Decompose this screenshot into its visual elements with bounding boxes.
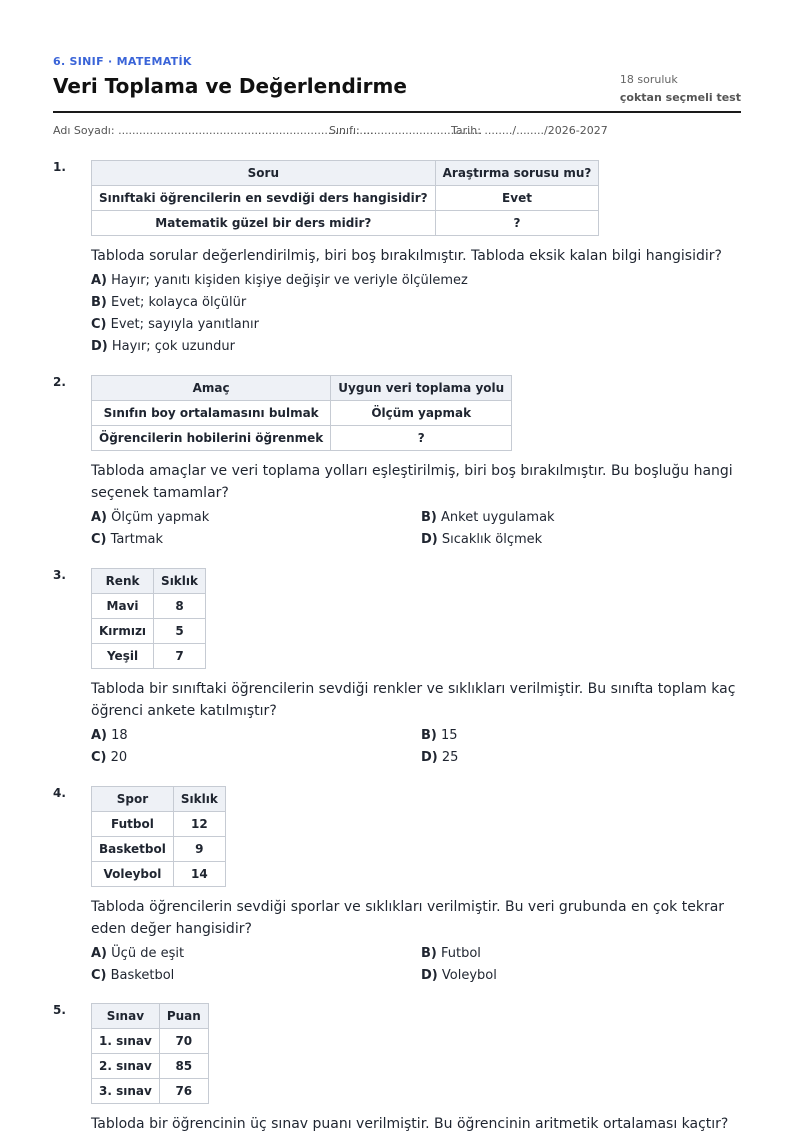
question-number: 1. (53, 160, 66, 174)
option-a[interactable]: A) 18 (91, 728, 128, 743)
table-row (92, 644, 206, 669)
class-field[interactable]: Sınıfı: .................................. (329, 124, 483, 137)
question-table (91, 375, 512, 451)
option-a[interactable]: A) Ölçüm yapmak (91, 510, 210, 525)
table-header: Uygun veri toplama yolu (331, 376, 512, 401)
option-b[interactable]: B) Futbol (421, 946, 481, 961)
header-divider (53, 111, 741, 113)
question-table (91, 568, 206, 669)
table-header: Araştırma sorusu mu? (435, 161, 599, 186)
test-meta (620, 71, 741, 107)
option-b[interactable]: B) Anket uygulamak (421, 510, 555, 525)
table-row (92, 186, 599, 211)
table-cell: Futbol (92, 812, 174, 837)
option-c[interactable]: C) Evet; sayıyla yanıtlanır (91, 317, 259, 332)
option-d[interactable]: D) Sıcaklık ölçmek (421, 532, 543, 547)
table-header: Soru (92, 161, 436, 186)
question-number: 5. (53, 1003, 66, 1017)
option-b[interactable]: B) 15 (421, 728, 458, 743)
table-cell: Matematik güzel bir ders midir? (92, 211, 436, 236)
table-cell: Mavi (92, 594, 154, 619)
table-cell: Voleybol (92, 862, 174, 887)
table-header: Amaç (92, 376, 331, 401)
table-cell: 8 (154, 594, 206, 619)
question-number: 2. (53, 375, 66, 389)
table-cell: Öğrencilerin hobilerini öğrenmek (92, 426, 331, 451)
table-cell: 14 (173, 862, 225, 887)
table-cell: 9 (173, 837, 225, 862)
option-c[interactable]: C) Basketbol (91, 968, 175, 983)
table-cell: Sınıftaki öğrencilerin en sevdiği ders hangisidir? (92, 186, 436, 211)
table-cell: 7 (154, 644, 206, 669)
table-cell: 76 (159, 1079, 208, 1104)
option-c[interactable]: C) 20 (91, 750, 128, 765)
table-row (92, 401, 512, 426)
table-cell: Basketbol (92, 837, 174, 862)
table-cell: 85 (159, 1054, 208, 1079)
table-cell: 70 (159, 1029, 208, 1054)
question-stem: Tabloda sorular değerlendirilmiş, biri boş bırakılmıştır. Tabloda eksik kalan bilgi hangisidir? (91, 248, 722, 264)
name-field[interactable]: Adı Soyadı: ......................................................................... (53, 124, 374, 137)
question-count: 18 soruluk (619, 73, 678, 86)
table-cell: 1. sınav (92, 1029, 160, 1054)
option-d[interactable]: D) 25 (421, 750, 459, 765)
table-row (92, 812, 226, 837)
table-cell: Sınıfın boy ortalamasını bulmak (92, 401, 331, 426)
question-table (91, 1003, 209, 1104)
table-header: Sınav (92, 1004, 160, 1029)
table-header: Sıklık (154, 569, 206, 594)
question-stem: Tabloda bir öğrencinin üç sınav puanı verilmiştir. Bu öğrencinin aritmetik ortalaması kaçtır? (91, 1116, 729, 1132)
table-cell: Kırmızı (92, 619, 154, 644)
table-cell: ? (435, 211, 599, 236)
table-row (92, 1054, 209, 1079)
date-field[interactable]: Tarih: ......../......../2026-2027 (451, 124, 608, 137)
table-row (92, 862, 226, 887)
table-row (92, 837, 226, 862)
table-header: Spor (92, 787, 174, 812)
question-table (91, 160, 599, 236)
table-row (92, 426, 512, 451)
table-row (92, 1079, 209, 1104)
subject-label: 6. SINIF · MATEMATİK (53, 55, 192, 68)
answer-options (91, 270, 743, 358)
table-cell: 12 (173, 812, 225, 837)
table-row (92, 619, 206, 644)
worksheet-header (53, 55, 741, 104)
table-row (92, 594, 206, 619)
question-stem: Tabloda öğrencilerin sevdiği sporlar ve sıklıkları verilmiştir. Bu veri grubunda en çok tekrar eden değer hangisidir? (91, 899, 725, 937)
table-row (92, 1029, 209, 1054)
table-row (92, 211, 599, 236)
option-d[interactable]: D) Voleybol (421, 968, 497, 983)
table-cell: 3. sınav (92, 1079, 160, 1104)
table-cell: Yeşil (92, 644, 154, 669)
option-c[interactable]: C) Tartmak (91, 532, 163, 547)
question-stem: Tabloda bir sınıftaki öğrencilerin sevdiği renkler ve sıklıkları verilmiştir. Bu sınıfta toplam kaç öğrenci ankete katılmıştır? (91, 681, 736, 719)
table-header: Sıklık (173, 787, 225, 812)
table-cell: Ölçüm yapmak (331, 401, 512, 426)
option-d[interactable]: D) Hayır; çok uzundur (91, 339, 235, 354)
option-b[interactable]: B) Evet; kolayca ölçülür (91, 295, 247, 310)
answer-options (91, 725, 743, 769)
table-cell: ? (331, 426, 512, 451)
page-title: Veri Toplama ve Değerlendirme (53, 74, 407, 98)
table-cell: Evet (435, 186, 599, 211)
table-header: Puan (159, 1004, 208, 1029)
table-header: Renk (92, 569, 154, 594)
question-number: 4. (53, 786, 66, 800)
option-a[interactable]: A) Üçü de eşit (91, 946, 185, 961)
question-stem: Tabloda amaçlar ve veri toplama yolları eşleştirilmiş, biri boş bırakılmıştır. Bu boşluğu hangi seçenek tamamlar? (91, 463, 733, 501)
table-cell: 2. sınav (92, 1054, 160, 1079)
option-a[interactable]: A) Hayır; yanıtı kişiden kişiye değişir ve veriyle ölçülemez (91, 273, 468, 288)
test-type: çoktan seçmeli test (619, 91, 741, 104)
question-table (91, 786, 226, 887)
table-cell: 5 (154, 619, 206, 644)
question-number: 3. (53, 568, 66, 582)
answer-options (91, 943, 743, 987)
answer-options (91, 507, 743, 551)
